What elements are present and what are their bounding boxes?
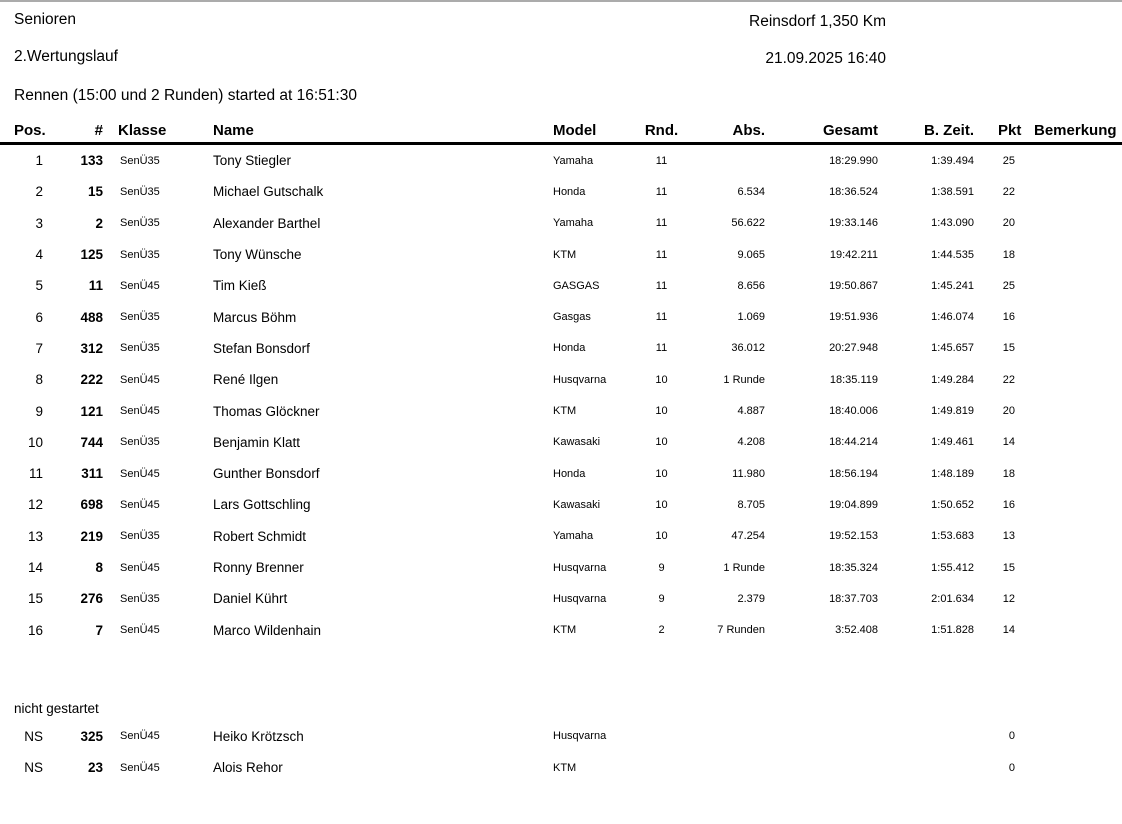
cell-number: 219 bbox=[80, 528, 103, 544]
cell-rnd: 10 bbox=[655, 498, 668, 511]
cell-klasse: SenÜ35 bbox=[120, 154, 160, 167]
cell-model: Husqvarna bbox=[553, 373, 607, 386]
cell-name: Tim Kieß bbox=[213, 278, 267, 294]
col-header-klasse: Klasse bbox=[118, 122, 167, 139]
cell-bzeit: 1:38.591 bbox=[931, 185, 974, 198]
cell-pkt: 15 bbox=[1002, 342, 1015, 355]
cell-gesamt: 18:29.990 bbox=[829, 154, 878, 167]
cell-klasse: SenÜ45 bbox=[120, 279, 160, 292]
report-header bbox=[0, 2, 1122, 120]
results-table-body bbox=[0, 145, 1122, 646]
cell-model: Gasgas bbox=[553, 311, 591, 324]
cell-bzeit: 2:01.634 bbox=[931, 592, 974, 605]
cell-model: Honda bbox=[553, 467, 586, 480]
table-row bbox=[0, 458, 1122, 489]
table-row bbox=[0, 176, 1122, 207]
table-row bbox=[0, 208, 1122, 239]
cell-gesamt: 18:37.703 bbox=[829, 592, 878, 605]
cell-rnd: 11 bbox=[655, 311, 668, 324]
cell-abs: 9.065 bbox=[737, 248, 765, 261]
cell-name: Gunther Bonsdorf bbox=[213, 466, 320, 482]
cell-model: KTM bbox=[553, 624, 577, 637]
cell-klasse: SenÜ45 bbox=[120, 561, 160, 574]
cell-abs: 7 Runden bbox=[717, 624, 765, 637]
cell-bzeit: 1:49.461 bbox=[931, 436, 974, 449]
cell-rnd: 11 bbox=[655, 217, 668, 230]
cell-pkt: 25 bbox=[1002, 279, 1015, 292]
col-header-bemerkung: Bemerkung bbox=[1034, 122, 1117, 139]
cell-bzeit: 1:51.828 bbox=[931, 624, 974, 637]
table-row bbox=[0, 614, 1122, 645]
table-row bbox=[0, 364, 1122, 395]
cell-bzeit: 1:39.494 bbox=[931, 154, 974, 167]
cell-name: Stefan Bonsdorf bbox=[213, 340, 310, 356]
cell-klasse: SenÜ35 bbox=[120, 530, 160, 543]
heat-title: 2.Wertungslauf bbox=[14, 48, 118, 65]
cell-klasse: SenÜ35 bbox=[120, 311, 160, 324]
cell-pkt: 15 bbox=[1002, 561, 1015, 574]
cell-gesamt: 19:51.936 bbox=[829, 311, 878, 324]
cell-pkt: 20 bbox=[1002, 217, 1015, 230]
cell-pkt: 18 bbox=[1002, 248, 1015, 261]
not-started-label: nicht gestartet bbox=[14, 700, 99, 716]
cell-abs: 6.534 bbox=[737, 185, 765, 198]
cell-number: 11 bbox=[88, 278, 103, 294]
cell-pkt: 14 bbox=[1002, 624, 1015, 637]
cell-rnd: 2 bbox=[658, 624, 665, 637]
cell-gesamt: 18:44.214 bbox=[829, 436, 878, 449]
cell-gesamt: 18:35.324 bbox=[829, 561, 878, 574]
cell-pos: NS bbox=[24, 760, 43, 776]
cell-name: Lars Gottschling bbox=[213, 497, 311, 513]
col-header-abs: Abs. bbox=[732, 122, 765, 139]
cell-pos: 4 bbox=[35, 247, 43, 263]
cell-model: Yamaha bbox=[553, 154, 594, 167]
cell-pkt: 16 bbox=[1002, 311, 1015, 324]
cell-number: 125 bbox=[80, 247, 103, 263]
cell-abs: 8.705 bbox=[737, 498, 765, 511]
cell-model: Kawasaki bbox=[553, 498, 601, 511]
cell-number: 311 bbox=[81, 466, 103, 482]
cell-rnd: 11 bbox=[655, 342, 668, 355]
col-header-bzeit: B. Zeit. bbox=[923, 122, 974, 139]
cell-number: 133 bbox=[80, 153, 103, 169]
cell-abs: 36.012 bbox=[731, 342, 765, 355]
cell-rnd: 11 bbox=[655, 279, 668, 292]
cell-pkt: 12 bbox=[1002, 592, 1015, 605]
cell-name: Ronny Brenner bbox=[213, 560, 304, 575]
table-row bbox=[0, 752, 1122, 783]
cell-pkt: 16 bbox=[1002, 498, 1015, 511]
cell-pos: 6 bbox=[35, 309, 43, 325]
cell-gesamt: 20:27.948 bbox=[829, 342, 878, 355]
cell-abs: 4.887 bbox=[737, 405, 765, 418]
cell-pos: 16 bbox=[27, 622, 43, 638]
cell-model: KTM bbox=[553, 761, 577, 774]
cell-model: GASGAS bbox=[553, 279, 600, 292]
cell-number: 7 bbox=[95, 622, 103, 638]
col-header-gesamt: Gesamt bbox=[822, 122, 878, 139]
cell-bzeit: 1:49.819 bbox=[931, 405, 974, 418]
cell-name: Heiko Krötzsch bbox=[213, 728, 304, 744]
cell-name: Benjamin Klatt bbox=[213, 434, 301, 450]
cell-rnd: 11 bbox=[655, 185, 668, 198]
cell-pkt: 14 bbox=[1002, 436, 1015, 449]
cell-abs: 11.980 bbox=[732, 467, 765, 480]
cell-abs: 8.656 bbox=[737, 279, 765, 292]
cell-number: 325 bbox=[80, 728, 103, 744]
cell-abs: 4.208 bbox=[737, 436, 765, 449]
cell-pos: 14 bbox=[27, 560, 43, 575]
cell-klasse: SenÜ45 bbox=[120, 730, 160, 743]
cell-abs: 1.069 bbox=[737, 311, 765, 324]
cell-bzeit: 1:48.189 bbox=[931, 467, 974, 480]
cell-name: Daniel Kührt bbox=[213, 591, 288, 607]
table-row bbox=[0, 721, 1122, 752]
cell-klasse: SenÜ35 bbox=[120, 436, 160, 449]
cell-name: Robert Schmidt bbox=[213, 528, 307, 544]
cell-bzeit: 1:46.074 bbox=[931, 311, 974, 324]
cell-name: Thomas Glöckner bbox=[213, 403, 320, 419]
cell-pkt: 18 bbox=[1002, 467, 1015, 480]
cell-pkt: 20 bbox=[1002, 405, 1015, 418]
cell-bzeit: 1:43.090 bbox=[931, 217, 974, 230]
cell-number: 121 bbox=[80, 403, 103, 419]
cell-model: Yamaha bbox=[553, 530, 594, 543]
cell-pkt: 13 bbox=[1002, 530, 1015, 543]
cell-number: 222 bbox=[80, 372, 103, 388]
col-header-number: # bbox=[94, 122, 103, 139]
cell-bzeit: 1:49.284 bbox=[931, 373, 974, 386]
cell-number: 15 bbox=[87, 184, 103, 200]
cell-klasse: SenÜ35 bbox=[120, 248, 160, 261]
cell-klasse: SenÜ45 bbox=[120, 498, 160, 511]
cell-klasse: SenÜ45 bbox=[120, 624, 160, 637]
cell-pos: 15 bbox=[27, 591, 43, 607]
cell-bzeit: 1:44.535 bbox=[931, 248, 974, 261]
cell-name: Tony Wünsche bbox=[213, 247, 302, 263]
cell-pos: 13 bbox=[27, 528, 43, 544]
cell-bzeit: 1:45.241 bbox=[931, 279, 974, 292]
cell-klasse: SenÜ35 bbox=[120, 185, 160, 198]
cell-pos: 12 bbox=[27, 497, 43, 513]
results-page bbox=[0, 2, 1122, 783]
cell-bzeit: 1:55.412 bbox=[931, 561, 974, 574]
cell-rnd: 10 bbox=[655, 467, 668, 480]
cell-rnd: 11 bbox=[655, 248, 668, 261]
cell-model: Yamaha bbox=[553, 217, 594, 230]
cell-gesamt: 3:52.408 bbox=[835, 624, 878, 637]
table-row bbox=[0, 395, 1122, 426]
cell-gesamt: 19:33.146 bbox=[829, 217, 878, 230]
cell-pos: 7 bbox=[35, 340, 43, 356]
cell-rnd: 10 bbox=[655, 436, 668, 449]
cell-number: 276 bbox=[80, 591, 103, 607]
table-row bbox=[0, 489, 1122, 520]
cell-model: Husqvarna bbox=[553, 561, 607, 574]
cell-pos: 3 bbox=[35, 215, 43, 231]
cell-number: 698 bbox=[80, 497, 103, 513]
cell-model: Husqvarna bbox=[553, 730, 607, 743]
cell-gesamt: 18:40.006 bbox=[829, 405, 878, 418]
cell-klasse: SenÜ45 bbox=[120, 373, 160, 386]
cell-pkt: 22 bbox=[1002, 373, 1015, 386]
cell-name: Alois Rehor bbox=[213, 760, 283, 776]
cell-pos: 10 bbox=[27, 434, 43, 450]
cell-name: Alexander Barthel bbox=[213, 215, 321, 231]
table-header-row bbox=[0, 120, 1122, 145]
cell-number: 8 bbox=[95, 560, 103, 575]
cell-klasse: SenÜ35 bbox=[120, 342, 160, 355]
table-row bbox=[0, 521, 1122, 552]
cell-klasse: SenÜ45 bbox=[120, 405, 160, 418]
cell-pkt: 0 bbox=[1008, 761, 1015, 774]
class-title: Senioren bbox=[14, 11, 77, 28]
cell-name: Tony Stiegler bbox=[213, 153, 292, 169]
cell-number: 488 bbox=[80, 309, 103, 325]
cell-pkt: 0 bbox=[1008, 730, 1015, 743]
col-header-model: Model bbox=[553, 122, 597, 139]
cell-pos: 11 bbox=[28, 466, 43, 482]
table-row bbox=[0, 427, 1122, 458]
cell-name: René Ilgen bbox=[213, 372, 279, 388]
cell-model: Husqvarna bbox=[553, 592, 607, 605]
table-row bbox=[0, 333, 1122, 364]
cell-name: Marcus Böhm bbox=[213, 309, 297, 325]
cell-abs: 56.622 bbox=[731, 217, 765, 230]
cell-abs: 1 Runde bbox=[723, 373, 765, 386]
cell-number: 312 bbox=[80, 340, 103, 356]
col-header-pkt: Pkt bbox=[998, 122, 1022, 139]
cell-gesamt: 18:56.194 bbox=[829, 467, 878, 480]
table-row bbox=[0, 239, 1122, 270]
cell-pos: 9 bbox=[35, 403, 43, 419]
table-row bbox=[0, 583, 1122, 614]
cell-model: Honda bbox=[553, 185, 586, 198]
cell-bzeit: 1:53.683 bbox=[931, 530, 974, 543]
cell-pkt: 22 bbox=[1002, 185, 1015, 198]
cell-bzeit: 1:45.657 bbox=[931, 342, 974, 355]
cell-klasse: SenÜ35 bbox=[120, 592, 160, 605]
cell-abs: 1 Runde bbox=[723, 561, 765, 574]
cell-rnd: 10 bbox=[655, 530, 668, 543]
table-row bbox=[0, 145, 1122, 176]
cell-abs: 2.379 bbox=[737, 592, 765, 605]
cell-rnd: 10 bbox=[655, 373, 668, 386]
table-row bbox=[0, 552, 1122, 583]
cell-model: KTM bbox=[553, 405, 577, 418]
cell-model: KTM bbox=[553, 248, 577, 261]
cell-name: Michael Gutschalk bbox=[213, 184, 324, 200]
not-started-table-body bbox=[0, 721, 1122, 784]
cell-klasse: SenÜ45 bbox=[120, 467, 160, 480]
col-header-name: Name bbox=[213, 122, 254, 139]
cell-pos: 8 bbox=[35, 372, 43, 388]
track-info: Reinsdorf 1,350 Km bbox=[749, 13, 886, 30]
table-row bbox=[0, 301, 1122, 332]
cell-rnd: 11 bbox=[655, 154, 668, 167]
cell-number: 744 bbox=[80, 434, 103, 450]
cell-gesamt: 19:42.211 bbox=[829, 248, 878, 261]
cell-number: 2 bbox=[95, 215, 103, 231]
cell-bzeit: 1:50.652 bbox=[931, 498, 974, 511]
cell-gesamt: 18:36.524 bbox=[829, 185, 878, 198]
cell-model: Honda bbox=[553, 342, 586, 355]
cell-gesamt: 19:52.153 bbox=[829, 530, 878, 543]
cell-model: Kawasaki bbox=[553, 436, 601, 449]
cell-rnd: 10 bbox=[655, 405, 668, 418]
cell-gesamt: 19:50.867 bbox=[829, 279, 878, 292]
cell-number: 23 bbox=[87, 760, 103, 776]
cell-pos: 5 bbox=[35, 278, 43, 294]
cell-gesamt: 19:04.899 bbox=[829, 498, 878, 511]
cell-pos: NS bbox=[24, 728, 43, 744]
cell-name: Marco Wildenhain bbox=[213, 622, 322, 638]
col-header-pos: Pos. bbox=[14, 122, 46, 139]
table-row bbox=[0, 270, 1122, 301]
cell-rnd: 9 bbox=[658, 561, 665, 574]
race-datetime: 21.09.2025 16:40 bbox=[765, 50, 886, 67]
cell-abs: 47.254 bbox=[731, 530, 765, 543]
cell-gesamt: 18:35.119 bbox=[829, 373, 878, 386]
cell-klasse: SenÜ35 bbox=[120, 217, 160, 230]
cell-pkt: 25 bbox=[1002, 154, 1015, 167]
cell-pos: 2 bbox=[35, 184, 43, 200]
race-info-line: Rennen (15:00 und 2 Runden) started at 16:51:30 bbox=[14, 87, 357, 104]
col-header-rnd: Rnd. bbox=[644, 122, 679, 139]
cell-klasse: SenÜ45 bbox=[120, 761, 160, 774]
cell-rnd: 9 bbox=[658, 592, 665, 605]
cell-pos: 1 bbox=[35, 153, 43, 169]
